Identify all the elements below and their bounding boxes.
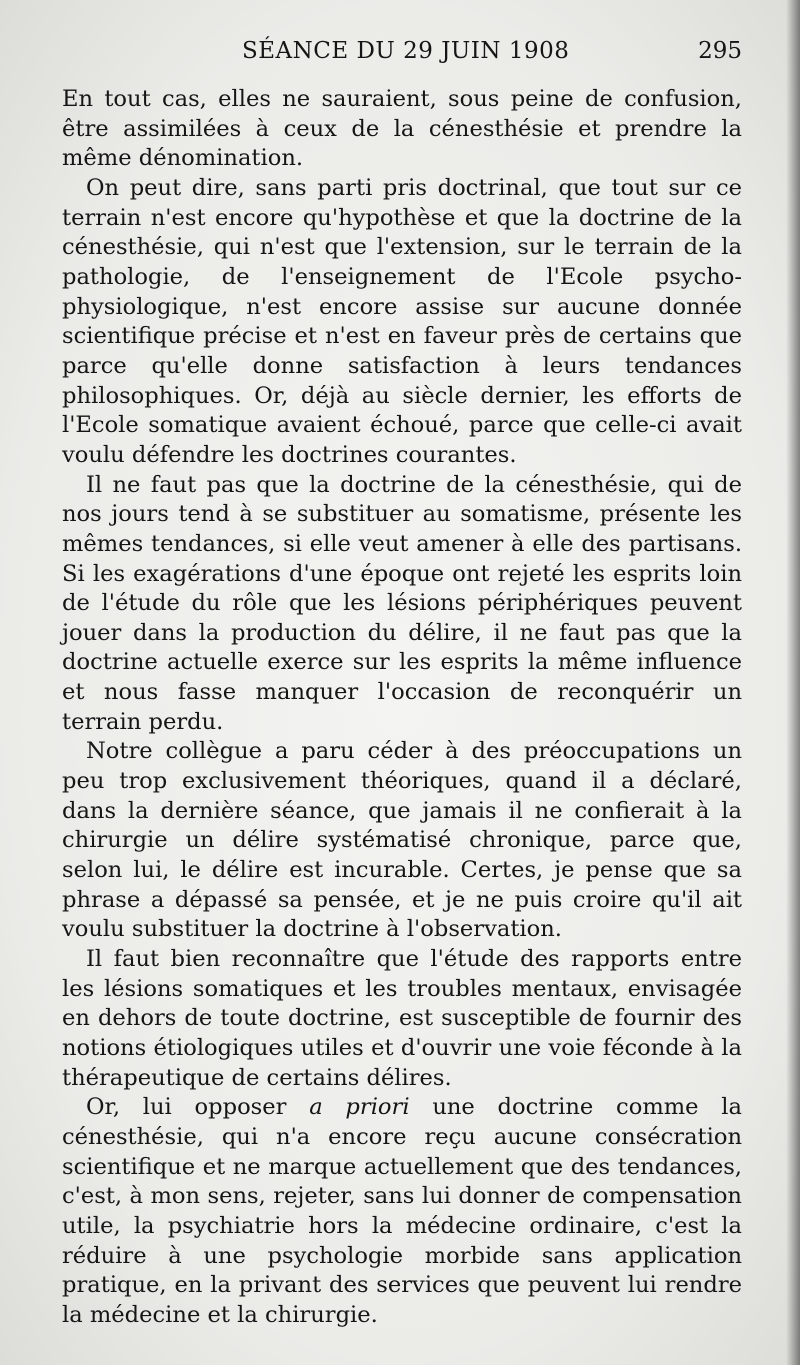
- paragraph-6: [62, 1093, 742, 1330]
- paragraph-5: Il faut bien reconnaître que l'étude des rapports entre les lésions somatiques et les troubles mentaux, envisagée en dehors de toute doctrine, est susceptible de fournir des notions étiologiques utiles et d'ouvrir une voie féconde à la thérapeutique de certains délires.: [62, 946, 742, 1091]
- body-text: [62, 85, 742, 1331]
- paragraph-4: Notre collègue a paru céder à des préoccupations un peu trop exclusivement théoriques, quand il a déclaré, dans la dernière séance, que jamais il ne confierait à la chirurgie un délire systématisé chronique, parce que, selon lui, le délire est incurable. Certes, je pense que sa phrase a dépassé sa pensée, et je ne puis croire qu'il ait voulu substituer la doctrine à l'observation.: [62, 738, 742, 943]
- page-number: 295: [698, 38, 742, 64]
- paragraph-6-start: Or, lui opposer: [86, 1094, 310, 1121]
- paragraph-3: Il ne faut pas que la doctrine de la cénesthésie, qui de nos jours tend à se substituer au somatisme, présente les mêmes tendances, si elle veut amener à elle des partisans. Si les exagérations d'une époque ont rejeté les esprits loin de l'étude du rôle que les lésions périphériques peuvent jouer dans la production du délire, il ne faut pas que la doctrine actuelle exerce sur les esprits la même influence et nous fasse manquer l'occasion de reconquérir un terrain perdu.: [62, 471, 742, 735]
- italic-phrase: a priori: [309, 1094, 410, 1121]
- page-edge-shadow: [786, 0, 800, 1365]
- page-header: [62, 38, 742, 72]
- paragraph-1: En tout cas, elles ne sauraient, sous peine de confusion, être assimilées à ceux de la cénesthésie et prendre la même dénomination.: [62, 86, 742, 172]
- paragraph-2: On peut dire, sans parti pris doctrinal, que tout sur ce terrain n'est encore qu'hypothèse et que la doctrine de la cénesthésie, qui n'est que l'extension, sur le terrain de la pathologie, de l'enseignement de l'Ecole psycho-physiologique, n'est encore assise sur aucune donnée scientifique précise et n'est en faveur près de certains que parce qu'elle donne satisfaction à leurs tendances philosophiques. Or, déjà au siècle dernier, les efforts de l'Ecole somatique avaient échoué, parce que celle-ci avait voulu défendre les doctrines courantes.: [62, 174, 742, 468]
- paragraph-6-end: une doctrine comme la cénesthésie, qui n'a encore reçu aucune consécration scientifique et ne marque actuellement que des tendances, c'est, à mon sens, rejeter, sans lui donner de compensation utile, la psychiatrie hors la médecine ordinaire, c'est la réduire à une psychologie morbide sans application pratique, en la privant des services que peuvent lui rendre la médecine et la chirurgie.: [62, 1094, 742, 1328]
- running-head: SÉANCE DU 29 JUIN 1908: [242, 38, 570, 64]
